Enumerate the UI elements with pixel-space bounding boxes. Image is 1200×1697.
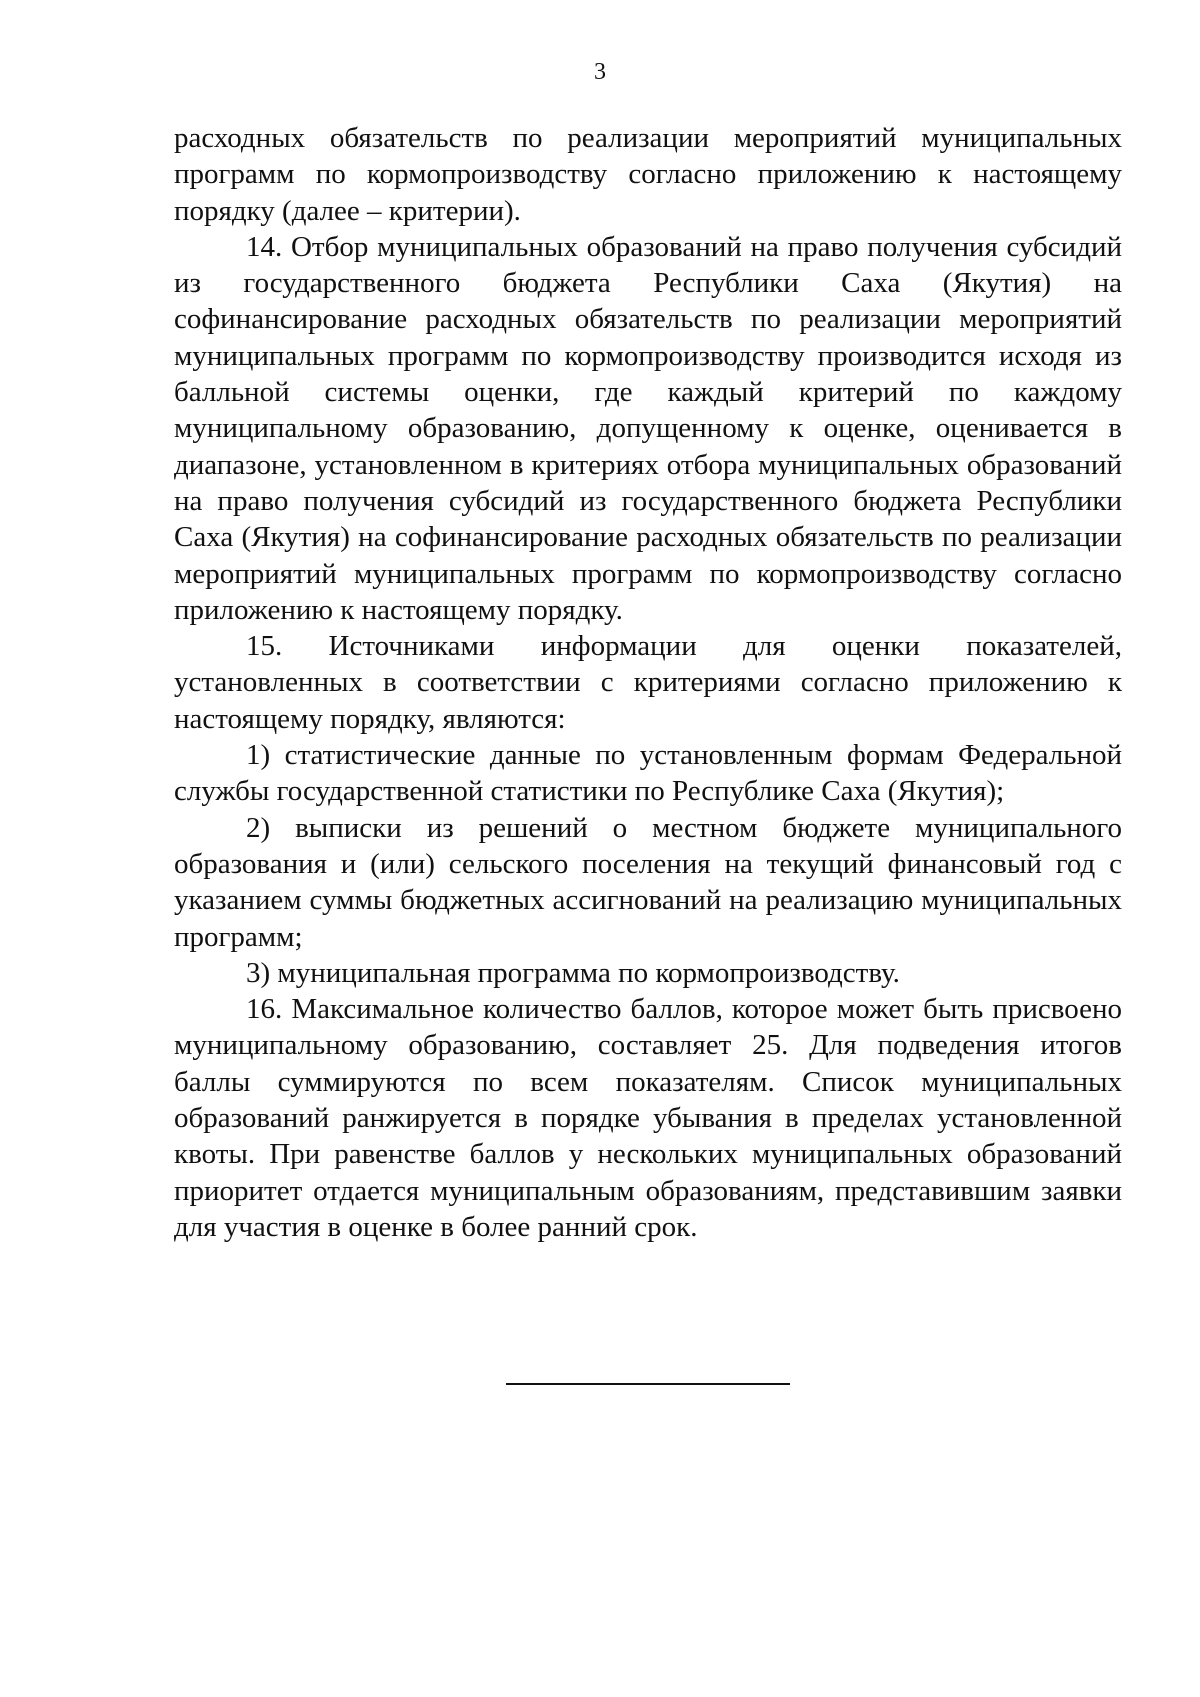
page-number: 3 — [594, 59, 606, 85]
document-body — [174, 120, 1122, 1245]
paragraph-item-15-1: 1) статистические данные по установленным формам Федеральной службы государственной статистики по Республике Саха (Якутия); — [174, 739, 1122, 808]
paragraph-item-15-3: 3) муниципальная программа по кормопроизводству. — [246, 956, 900, 989]
end-of-text-rule — [506, 1383, 790, 1385]
paragraph-item-14: 14. Отбор муниципальных образований на право получения субсидий из государственного бюджета Республики Саха (Якутия) на софинансирование расходных обязательств по реализации мероприятий муниципальных программ по кормопроизводству производится исходя из балльной системы оценки, где каждый критерий по каждому муниципальному образованию, допущенному к оценке, оценивается в диапазоне, установленном в критериях отбора муниципальных образований на право получения субсидий из государственного бюджета Республики Саха (Якутия) на софинансирование расходных обязательств по реализации мероприятий муниципальных программ по кормопроизводству согласно приложению к настоящему порядку. — [174, 230, 1122, 626]
paragraph-continuation: расходных обязательств по реализации мероприятий муниципальных программ по кормопроизводству согласно приложению к настоящему порядку (далее – критерии). — [174, 122, 1122, 227]
paragraph-item-15-2: 2) выписки из решений о местном бюджете муниципального образования и (или) сельского поселения на текущий финансовый год с указанием суммы бюджетных ассигнований на реализацию муниципальных программ; — [174, 811, 1122, 953]
paragraph-item-16: 16. Максимальное количество баллов, которое может быть присвоено муниципальному образованию, составляет 25. Для подведения итогов баллы суммируются по всем показателям. Список муниципальных образований ранжируется в порядке убывания в пределах установленной квоты. При равенстве баллов у нескольких муниципальных образований приоритет отдается муниципальным образованиям, представившим заявки для участия в оценке в более ранний срок. — [174, 993, 1122, 1243]
paragraph-item-15: 15. Источниками информации для оценки показателей, установленных в соответствии с критериями согласно приложению к настоящему порядку, являются: — [174, 630, 1122, 735]
